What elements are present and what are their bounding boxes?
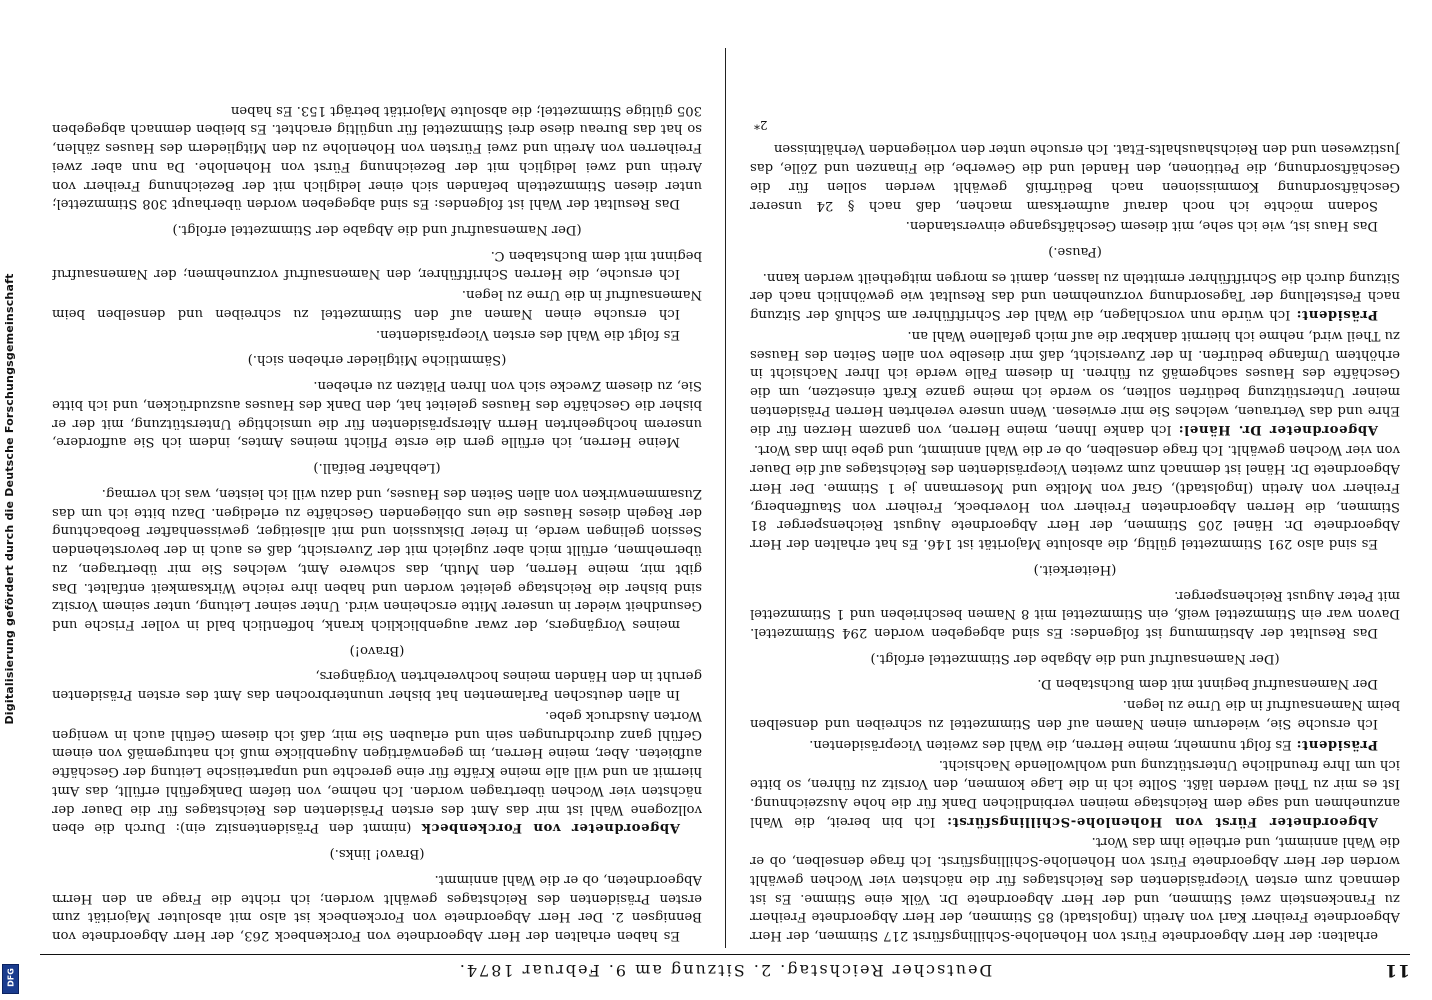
stage-direction: (Der Namensaufruf und die Abgabe der Stimmzettel erfolgt.) bbox=[870, 650, 1280, 666]
paragraph-text: Es sind also 291 Stimmzettel gültig, die absolute Majorität ist 146. Es hat erhalten der Herr Abgeordnete Dr. Hänel 205 Stimmen, der Herr Abgeordnete August Reichensperger 81 Stimmen, die Herren Abgeordneten Freiherr von Hoverbeck, Freiherr von Stauffenberg, Freiherr von Aretin (Ingolstadt), Graf von Moltke und Mosermann je 1 Stimme. Der Herr Abgeordnete Dr. Hänel ist demnach zum zweiten Vicepräsidenten des Reichstages auf die Dauer von vier Wochen gewählt. Ich frage denselben, ob er die Wahl annimmt, und gebe ihm das Wort. bbox=[750, 442, 1400, 552]
paragraph bbox=[750, 674, 1400, 693]
paragraph-text: Es folgt nunmehr, meine Herren, die Wahl des zweiten Vicepräsidenten. bbox=[809, 736, 1292, 752]
scanned-page bbox=[30, 12, 1420, 988]
paragraph bbox=[750, 694, 1400, 731]
paragraph bbox=[52, 285, 702, 322]
paragraph-text: Ich ersuche Sie, wiederum einen Namen auf den Stimmzettel zu schreiben und denselben beim Namensaufruf in die Urne zu legen. bbox=[750, 697, 1400, 731]
paragraph bbox=[750, 325, 1400, 437]
paragraph bbox=[750, 585, 1400, 641]
paragraph-text: Es folgt die Wahl des ersten Vicepräsidenten. bbox=[375, 326, 680, 342]
paragraph-text: Das Resultat der Wahl ist folgendes: Es sind abgegeben worden überhaupt 308 Stimmzettel; unter diesen Stimmzetteln befanden sich einer lediglich mit der Bezeichnung Freiherr von Aretin und zwei lediglich mit der Bezeichnung Fürst von Hohenlohe. Da nun aber zwei Freiherren von Aretin und zwei Fürsten von Hohenlohe zu den Mitgliedern des Hauses zählen, so hat das Bureau diese drei Stimmzettel für ungültig erachtet. Es bleiben demnach abgegeben 305 gültige Stimmzettel; die absolute Majorität beträgt 153. Es haben bbox=[52, 102, 702, 212]
paragraph bbox=[750, 267, 1400, 323]
running-head: Deutscher Reichstag. 2. Sitzung am 9. Februar 1874. bbox=[457, 960, 993, 980]
paragraph bbox=[750, 734, 1400, 753]
paragraph-text: Ich danke Ihnen, meine Herren, von ganzem Herzen für die Ehre und das Vertrauen, welches Sie mir erwiesen. Wenn unsere verehrten Herren Präsidenten meiner Unterstützung bedürfen sollten, so werde ich meine ganze Kraft einsetzen, um die Geschäfte des Hauses sachgemäß zu führen. In diesem Falle werde ich Ihrer Nachsicht in erhöhtem Umfange bedürfen. In der Zuversicht, daß mir dieselbe von allen Seiten des Hauses zu Theil wird, nehme ich hiermit dankbar die auf mich gefallene Wahl an. bbox=[750, 327, 1400, 437]
paragraph-text: Ich würde nun vorschlagen, die Wahl der Schriftführer am Schluß der Sitzung nach Feststellung der Tagesordnung vorzunehmen und das Resultat wie gewöhnlich nach der Sitzung durch die Schriftführer ermitteln zu lassen, damit es morgen mitgetheilt werden kann. bbox=[750, 269, 1400, 323]
speaker-name: Abgeordneter von Forckenbeck bbox=[421, 820, 680, 836]
paragraph bbox=[750, 755, 1400, 830]
paragraph bbox=[52, 869, 702, 944]
column-divider bbox=[725, 48, 726, 948]
paragraph bbox=[750, 216, 1400, 235]
paragraph-text: Das Haus ist, wie ich sehe, mit diesem Geschäftsgange einverstanden. bbox=[905, 218, 1378, 234]
paragraph bbox=[52, 375, 702, 450]
paragraph-text: Meine Herren, ich erfülle gern die erste Pflicht meines Amtes, indem ich Sie auffordere, unserem hochgeehrten Herrn Alterspräsidenten für die umsichtige Unterstützung, mit der er bisher die Geschäfte des Hauses geleitet hat, den Dank des Hauses auszudrücken, und ich bitte Sie, zu diesem Zwecke sich von Ihren Plätzen zu erheben. bbox=[52, 378, 702, 450]
paragraph bbox=[52, 666, 702, 703]
stage-direction: (Lebhafter Beifall.) bbox=[313, 460, 441, 476]
paragraph bbox=[52, 324, 702, 343]
stage-direction: (Bravo! links.) bbox=[329, 846, 425, 862]
paragraph-text: In allen deutschen Parlamenten hat bisher ununterbrochen das Amt des ersten Präsidenten geruht in den Händen meines hochverehrten Vorgängers, bbox=[52, 668, 702, 703]
paragraph-text: Der Namensaufruf beginnt mit dem Buchstaben D. bbox=[1037, 676, 1378, 692]
paragraph-text: Ich bin bereit, die Wahl anzunehmen und sage dem Reichstage meinen verbindlichen Dank für die hohe Auszeichnung. Ist es mir zu Theil werden läßt. Sollte ich in die Lage kommen, den Vorsitz zu führen, so bitte ich um Ihre freundliche Unterstützung und wohlwollende Nachsicht. bbox=[750, 757, 1400, 829]
dfg-logo-label: DFG bbox=[6, 968, 16, 987]
paragraph bbox=[52, 705, 702, 836]
signature-mark: 2* bbox=[754, 117, 768, 132]
paragraph-text: Ich ersuche, die Herren Schriftführer, den Namensaufruf vorzunehmen; der Namensaufruf beginnt mit dem Buchstaben C. bbox=[52, 247, 702, 282]
stage-direction: (Sämmtliche Mitglieder erheben sich.) bbox=[247, 352, 507, 368]
stage-direction: (Heiterkeit.) bbox=[1033, 561, 1117, 577]
digitization-strip bbox=[0, 0, 22, 1000]
paragraph bbox=[52, 100, 702, 212]
page-header bbox=[40, 954, 1410, 988]
paragraph-text: Sodann möchte ich noch darauf aufmerksam machen, daß nach § 24 unserer Geschäftsordnung Kommissionen nach Bedürfniß gewählt werden sollen für die Geschäftsordnung, die Petitionen, den Handel und die Gewerbe, die Finanzen und Zölle, das Justizwesen und den Reichshaushalts-Etat. Ich ersuche unter den vorliegenden Verhältnissen bbox=[750, 141, 1400, 213]
paragraph bbox=[750, 832, 1400, 944]
paragraph bbox=[750, 139, 1400, 214]
paragraph bbox=[52, 483, 702, 633]
digitization-credit: Digitalisierung gefördert durch die Deutsche Forschungsgemeinschaft bbox=[3, 273, 16, 725]
paragraph-text: erhalten: der Herr Abgeordnete Fürst von Hohenlohe-Schillingsfürst 217 Stimmen, der Herr Abgeordnete Freiherr Karl von Aretin (Ingolstadt) 85 Stimmen, der Herr Abgeordnete Freiherr zu Franckenstein zwei Stimmen, und der Herr Abgeordnete Dr. Völk eine Stimme. Es ist demnach zum ersten Vicepräsidenten des Reichstages für die nächsten vier Wochen gewählt worden der Herr Abgeordnete Fürst von Hohenlohe-Schillingsfürst. Ich frage denselben, ob er die Wahl annimmt, und ertheile ihm das Wort. bbox=[750, 834, 1400, 943]
dfg-logo bbox=[2, 964, 19, 994]
paragraph-text: meines Vorgängers, der zwar augenblicklich krank, hoffentlich bald in voller Frische und Gesundheit wieder in unserer Mitte erscheinen wird. Unter seiner Leitung, unter seinem Vorsitz sind bisher die Reichstage geleitet worden und haben ihre reiche Wirksamkeit entfaltet. Das gibt mir, meine Herren, den Muth, das schwere Amt, welches Sie mir übertragen, zu übernehmen, erfüllt mich aber zugleich mit der Zuversicht, daß es auch in der bevorstehenden Session gelingen werde, in freier Diskussion und mit allseitiger, gewissenhafter Beobachtung der Regeln dieses Hauses die uns obliegenden Geschäfte zu erledigen. Dazu bitte ich um das Zusammenwirken von allen Seiten des Hauses, und dazu will ich leisten, was ich vermag. bbox=[52, 485, 702, 632]
stage-direction: (Der Namensaufruf und die Abgabe der Stimmzettel erfolgt.) bbox=[172, 222, 582, 238]
right-column bbox=[52, 44, 702, 944]
paragraph-text: (nimmt den Präsidentensitz ein): Durch die eben vollzogene Wahl ist mir das Amt des ersten Präsidenten des Reichstages für die Dauer der nächsten vier Wochen übertragen worden. Ich nehme, von tiefem Dankgefühl erfüllt, das Amt hiermit an und will alle meine Kräfte für eine gerechte und unparteiische Leitung der Geschäfte aufbieten. Aber, meine Herren, im gegenwärtigen Augenblicke muß ich naturgemäß von einem Gefühl ganz durchdrungen sein und erlauben Sie mir, daß ich diesem Gefühl auch in wenigen Worten Ausdruck gebe. bbox=[52, 707, 702, 836]
paragraph bbox=[750, 440, 1400, 552]
speaker-name: Präsident: bbox=[1295, 307, 1378, 323]
paragraph-text: Das Resultat der Abstimmung ist folgendes: Es sind abgegeben worden 294 Stimmzettel. Davon war ein Stimmzettel weiß, ein Stimmzettel mit 8 Namen beschrieben und 1 Stimmzettel mit Peter August Reichensperger. bbox=[750, 587, 1400, 640]
paragraph-text: Ich ersuche einen Namen auf den Stimmzettel zu schreiben und denselben beim Namensaufruf in die Urne zu legen. bbox=[52, 287, 702, 321]
left-column bbox=[750, 44, 1400, 944]
page-number: 11 bbox=[1384, 960, 1410, 981]
paragraph-text: Es haben erhalten der Herr Abgeordnete von Forckenbeck 263, der Herr Abgeordnete von Bennigsen 2. Der Herr Abgeordnete von Forckenbeck ist also mit absoluter Majorität zum ersten Präsidenten des Reichstages gewählt worden; ich richte die Frage an den Herrn Abgeordneten, ob er die Wahl annimmt. bbox=[52, 871, 702, 943]
page-content-rotated bbox=[30, 12, 1420, 988]
paragraph bbox=[52, 245, 702, 282]
speaker-name: Abgeordneter Dr. Hänel: bbox=[1178, 421, 1378, 437]
speaker-name: Präsident: bbox=[1295, 736, 1378, 752]
stage-direction: (Bravo!) bbox=[349, 642, 405, 658]
speaker-name: Abgeordneter Fürst von Hohenlohe-Schillingsfürst: bbox=[946, 813, 1378, 829]
stage-direction: (Pause.) bbox=[1048, 244, 1102, 260]
